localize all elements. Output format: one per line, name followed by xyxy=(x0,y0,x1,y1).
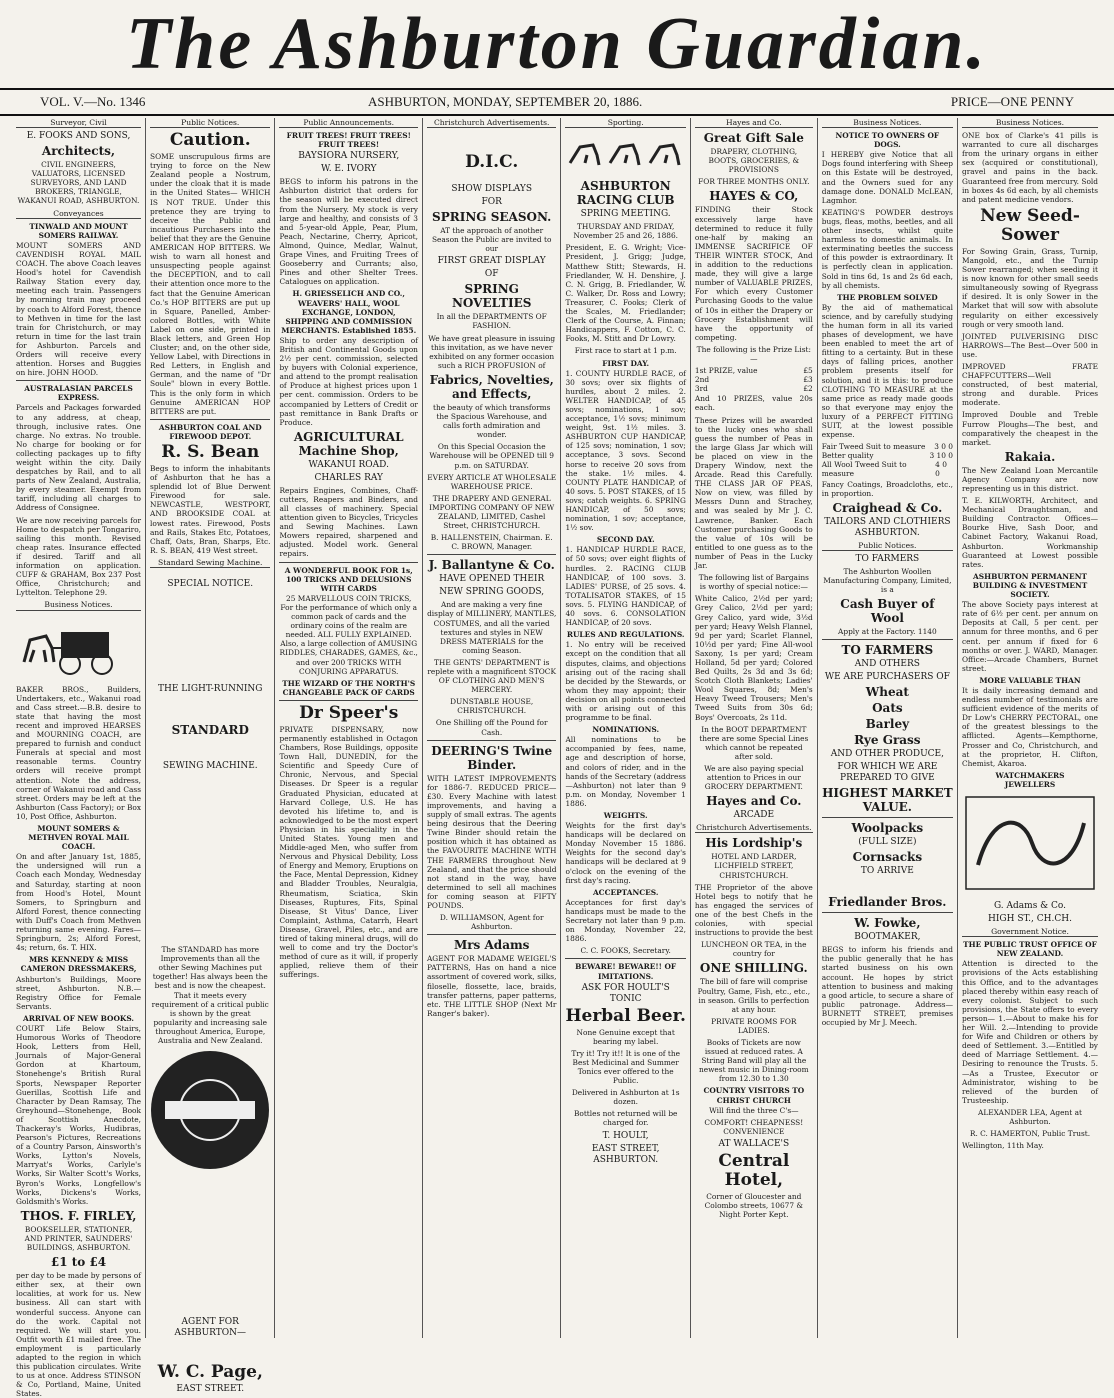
first-race: First race to start at 1 p.m. xyxy=(574,346,677,356)
prize-row xyxy=(695,375,813,384)
prize-row xyxy=(695,384,813,393)
spacer xyxy=(427,131,556,151)
price-label: Better quality xyxy=(821,451,874,461)
owners-title: NOTICE TO OWNERS OF DOGS. xyxy=(835,131,940,150)
price-row xyxy=(822,460,953,478)
divider xyxy=(822,817,953,818)
spacer xyxy=(150,1341,270,1361)
ploughs: Improved Double and Treble Furrow Ploughs—The best, and comparatively the cheapest in the market. xyxy=(962,410,1098,447)
opened-text: On this Special Occasion the Warehouse will be OPENED till 9 p.m. on SATURDAY. xyxy=(429,442,555,470)
of-label: OF xyxy=(484,269,499,280)
prize-value: £3 xyxy=(803,375,813,385)
beauty-text: the beauty of which transforms the Spacious Warehouse, and calls forth admiration and wonder. xyxy=(432,402,551,440)
column-2 xyxy=(146,118,275,1395)
price-label: Fair Tweed Suit to measure xyxy=(821,442,926,452)
section-heading: Hayes and Co. xyxy=(695,118,813,128)
genuine: None Genuine except that bearing my label. xyxy=(576,1027,675,1046)
bean-name: R. S. Bean xyxy=(161,442,260,462)
section-heading: Business Notices. xyxy=(962,118,1098,128)
column-1 xyxy=(12,118,146,1398)
price-value: 3 0 0 xyxy=(934,442,953,452)
club-officers: President, E. G. Wright; Vice-President, J. Grigg; Judge, Matthew Stitt; Stewards, H. Friedlander, W. H. Denshire, J. C. N. Grigg, B. Friedlander, W. C. Walker, Dr. Ross and Lowry; Treasurer, C. Fooks; Clerk of the Scales, M. Friedlander; Clerk of the Course, A. Finnan; Handicappers, F. Cotton, C. C. Fooks, M. Stitt and Dr Lowry. xyxy=(565,243,686,344)
jewellers: JEWELLERS xyxy=(1004,779,1056,789)
other-produce: AND OTHER PRODUCE, xyxy=(830,749,944,760)
second-day: SECOND DAY. xyxy=(596,535,655,545)
first-day: FIRST DAY. xyxy=(602,358,650,368)
dateline xyxy=(0,88,1114,116)
three-months: FOR THREE MONTHS ONLY. xyxy=(698,177,810,187)
solved-title: THE PROBLEM SOLVED xyxy=(837,292,938,302)
rules-body: 1. No entry will be received except on the condition that all disputes, claims, and objections arising out of the racing shall be decided by the Stewards, or whom they may appoint; their decision on all points connected with or arising out of this programme to be final. xyxy=(565,640,686,723)
delivered: Delivered in Ashburton at 1s dozen. xyxy=(571,1088,680,1107)
section-heading: Public Announcements. xyxy=(279,118,417,128)
volume-number: VOL. V.—No. 1346 xyxy=(40,94,146,109)
kilworth: T. E. KILWORTH, Architect, and Mechanical Draughtsman, and Building Contractor. Offices—Bourke Hive, Sash Door, and Cabinet Factory, Wakanui Road, Ashburton. Workmanship Guaranteed at Lowest possible rates. xyxy=(962,496,1098,569)
for-label: FOR xyxy=(481,197,502,208)
section-heading: Surveyor, Civil xyxy=(16,118,141,128)
divider xyxy=(427,934,556,935)
methven-body: On and after January 1st, 1885, the undersigned will run a Coach each Monday, Wednesday and Saturday, starting at noon from Hood's Hotel, Mount Somers, to Springburn and Alford Forest, thence connecting with Duff's Coach from Methven returning same evening. Fares—Springburn, 2s; Alford Forest, 4s; return, 6s. T. HIX. xyxy=(16,852,141,953)
kennedy-title: MRS KENNEDY & MISS CAMERON DRESSMAKERS, xyxy=(20,955,137,974)
light-running: THE LIGHT-RUNNING xyxy=(158,684,263,695)
fooks-title: Architects, xyxy=(41,144,116,159)
trust-agent: ALEXANDER LEA, Agent at Ashburton. xyxy=(978,1107,1082,1126)
cornsacks: Cornsacks xyxy=(852,850,923,865)
secretary: C. C. FOOKS, Secretary. xyxy=(580,946,671,956)
officers: B. HALLENSTEIN, Chairman. E. C. BROWN, Manager. xyxy=(430,533,553,552)
spacer xyxy=(150,592,270,682)
divider xyxy=(427,554,556,555)
to-arrive: TO ARRIVE xyxy=(860,866,914,877)
fooks-body: CIVIL ENGINEERS, VALUATORS, LICENSED SURVEYORS, AND LAND BROKERS, TRIANGLE, WAKANUI ROAD, ASHBURTON. xyxy=(17,160,140,206)
second-day-body: 1. HANDICAP HURDLE RACE, of 50 sovs; over eight flights of hurdles. 2. RACING CLUB HANDICAP, of 100 sovs. 3. LADIES' PURSE, of 25 sovs. 4. TOTALISATOR STAKES, of 15 sovs. 5. FLYING HANDICAP, of 40 sovs. 6. CONSOLATION HANDICAP, of 20 sovs. xyxy=(565,545,686,628)
waltham-watches-logo xyxy=(151,1051,269,1169)
highest-value: HIGHEST MARKET VALUE. xyxy=(822,786,953,815)
and-others: AND OTHERS xyxy=(854,659,920,670)
purchasers: WE ARE PURCHASERS OF xyxy=(824,672,950,683)
hoult-name: T. HOULT, xyxy=(602,1130,649,1141)
section-heading: Conveyances xyxy=(16,209,141,219)
special-notice: SPECIAL NOTICE. xyxy=(167,579,254,590)
fruit-trees-title: FRUIT TREES! FRUIT TREES! FRUIT TREES! xyxy=(286,131,411,150)
race-dates: THURSDAY AND FRIDAY, November 25 and 26, 1886. xyxy=(573,222,679,241)
divider xyxy=(565,958,685,959)
new-spring-goods: NEW SPRING GOODS, xyxy=(439,587,545,598)
standard-title: STANDARD xyxy=(171,723,249,738)
every-article: EVERY ARTICLE AT WHOLESALE WAREHOUSE PRICE. xyxy=(427,472,557,491)
acceptances-body: Acceptances for first day's handicaps must be made to the Secretary not later than 9 p.m. on Monday, November 22, 1886. xyxy=(565,897,686,944)
luncheon: LUNCHEON OR TEA, in the country for xyxy=(701,940,807,959)
spring-meeting: SPRING MEETING. xyxy=(580,209,671,220)
fooks-name: E. FOOKS AND SONS, xyxy=(26,131,131,142)
section-heading: Public Notices. xyxy=(150,118,270,128)
dunstable-house: DUNSTABLE HOUSE, CHRISTCHURCH. xyxy=(450,697,534,716)
column-3 xyxy=(275,118,422,1338)
section-heading: Government Notice. xyxy=(962,927,1098,937)
books-title: ARRIVAL OF NEW BOOKS. xyxy=(23,1013,134,1023)
millinery-text: And are making a very fine display of MILLINERY, MANTLES, COSTUMES, and all the varied textures and styles in NEW DRESS MATERIALS for the coming Season. xyxy=(427,600,557,655)
hotel-corner: Corner of Gloucester and Colombo streets, 10677 & Night Porter Kept. xyxy=(704,1191,804,1220)
spacer xyxy=(150,739,270,759)
tinwald-title: TINWALD AND MOUNT SOMERS RAILWAY. xyxy=(29,221,128,240)
column-6 xyxy=(691,118,818,1338)
tinwald-body: MOUNT SOMERS AND CAVENDISH ROYAL MAIL COACH. The above Coach leaves Hood's hotel for Cavendish Railway Station every day, meeting each train. Passengers by morning train may proceed by coach to Alford Forest, thence to Methven in time for the last train for Christchurch, or may return in time for the last train for Ashburton. Parcels and Orders will receive every attention. Horses and Buggies on hire. JOHN HOOD. xyxy=(16,240,141,378)
coach-illustration xyxy=(16,618,141,678)
express-foot: We are now receiving parcels for Home to despatch per Tongariro, sailing this month. Revised cheap rates. Insurance effected if desired. Tariff and all information on application. CUFF & GRAHAM, Box 237 Post Office, Christchurch; and Lyttelton. Telephone 29. xyxy=(16,515,141,598)
prize-tail: And 10 PRIZES, value 20s each. xyxy=(694,394,813,413)
fowke-body: BEGS to inform his friends and the public generally that he has started business on his own account. He hopes by strict attention to business and making a good article, to secure a share of public patronage. Address—BURNETT STREET, premises occupied by Mr J. Meech. xyxy=(821,945,953,1027)
bottles: Bottles not returned will be charged for. xyxy=(573,1109,678,1128)
trust-body: Attention is directed to the provisions of the Acts establishing this Office, and to the advantages placed thereby within easy reach of every colonist. Subject to such provisions, the State offers to every person— 1.—About to make his for her Will. 2.—Intending to provide for Wife and Children or others by deed of Settlement. 3.—Entitled by deed of Marriage Settlement. 4.—Desiring to renounce the Trusts. 5.—As a Trustee, Executor or Administrator, wishing to be relieved of the burden of Trusteeship. xyxy=(962,959,1098,1105)
column-5 xyxy=(561,118,690,1338)
hayes-signoff: Hayes and Co. xyxy=(706,794,802,809)
ivory-body: BEGS to inform his patrons in the Ashburton district that orders for the season will be executed direct from the Nursery. My stock is very large and healthy, and consists of 3 and 5-year-old Apple, Pear, Plum, Peach, Nectarine, Cherry, Apricot, Almond, Quince, Medlar, Walnut, Grape Vines, and Fruiting Trees of Gooseberry and Currants; also, Pines and other Shelter Trees. Catalogues on application. xyxy=(279,177,418,287)
grocery-dept: We are also paying special attention to Prices in our GROCERY DEPARTMENT. xyxy=(704,764,804,792)
column-4 xyxy=(423,118,561,1338)
express-title: AUSTRALASIAN PARCELS EXPRESS. xyxy=(24,384,133,403)
spacer xyxy=(150,1175,270,1315)
bargains-intro: The following list of Bargains is worthy of special notice:— xyxy=(698,573,809,592)
section-heading: Business Notices. xyxy=(822,118,953,128)
wizard-title: THE WIZARD OF THE NORTH'S CHANGEABLE PACK OF CARDS xyxy=(282,678,416,697)
nominations-body: All nominations to be accompanied by fees, name, age and description of horse, and colors of rider, and in the hands of the Secretary (address—Ashburton) not later than 9 p.m. on Monday, November 1 1886. xyxy=(565,735,686,808)
machine-shop-title: AGRICULTURAL Machine Shop, xyxy=(293,429,404,458)
seed-sower: New Seed-Sower xyxy=(980,205,1080,245)
barley: Barley xyxy=(865,717,910,732)
price-row xyxy=(822,442,953,451)
country-visitors: COUNTRY VISITORS TO CHRIST CHURCH xyxy=(703,1086,805,1105)
ask-for: ASK FOR HOULT'S TONIC xyxy=(581,982,670,1004)
to-farmers: TO FARMERS xyxy=(841,643,934,658)
adams-title: Mrs Adams xyxy=(453,938,530,953)
gresch-name: H. GRIESSELICH AND CO., WEAVERS' HALL, WOOL EXCHANGE, LONDON, SHIPPING AND COMMISSION MERCHANTS. Established 1855. xyxy=(281,289,417,335)
society-body: The above Society pays interest at rate of 6½ per cent. per annum on Deposits at Call, 5 per cent. per annum for three months, and 6 per cent. per annum if fixed for 6 months or over. J. WARD, Manager. Office:—Arcade Chambers, Burnet street. xyxy=(962,600,1098,673)
departments: In all the DEPARTMENTS OF FASHION. xyxy=(436,312,547,331)
hoult-address: EAST STREET, ASHBURTON. xyxy=(591,1143,660,1165)
price-row xyxy=(822,451,953,460)
hayes-body: FINDING their Stock excessively large have determined to reduce it fully one-half by making an IMMENSE SACRIFICE OF THEIR WINTER STOCK, And in addition to the reductions made, they will give a large number of VALUABLE PRIZES, For which every Customer Purchasing Goods to the value of 10s in either the Drapery or Grocery Establishment will have the opportunity of competing. xyxy=(694,205,813,342)
spacer xyxy=(150,697,270,721)
deering-body: WITH LATEST IMPROVEMENTS for 1886-7. REDUCED PRICE—£30. Every Machine with latest improvements, and having a supply of small extras. The agents being desirous that the Deering Twine Binder should retain the position which it has obtained as the FAVOURITE MACHINE WITH THE FARMERS throughout New Zealand, and that the price should not stand in the way, have determined to sell all machines for coming season at FIFTY POUNDS. xyxy=(426,773,557,910)
issue-price: PRICE—ONE PENNY xyxy=(950,94,1074,109)
books-body: COURT Life Below Stairs, Humorous Works of Theodore Hook, Letters from Hell, Journals of Major-General Gordon at Khartoum, Stonehenge's British Rural Sports, Newspaper Reporter Guerillas, Scottish Life and Character by Dean Ramsay, The Greyhound—Stonehenge, Book of Scottish Anecdote, Thackeray's Works, Hudibras, Pearson's Pictures, Recreations of a Country Parson, Ainsworth's Works, Lytton's Novels, Marryat's Works, Carlyle's Works, Sir Walter Scott's Works, Byron's Works, Longfellow's Works, Dickens's Works, Goldsmith's Works. xyxy=(16,1023,141,1206)
caution-title: Caution. xyxy=(169,130,251,151)
show-displays: SHOW DISPLAYS xyxy=(451,184,533,195)
herbal-beer: Herbal Beer. xyxy=(565,1005,686,1026)
kennedy-body: Ashburton's Buildings, Moore street, Ashburton. N.B.—Registry Office for Female Servants. xyxy=(16,974,141,1011)
prize-head: The following is the Prize List:— xyxy=(696,344,811,363)
to-farmers-small: TO FARMERS xyxy=(855,553,920,564)
methven-title: MOUNT SOMERS & METHVEN ROYAL MAIL COACH. xyxy=(28,824,129,852)
keating-body: KEATING'S POWDER destroys bugs, fleas, moths, beetles, and all other insects, whilst quite harmless to domestic animals. In exterminating beetles the success of this powder is extraordinary. It is perfectly clean in application. Sold in tins 6d, 1s and 2s 6d each, by all chemists. xyxy=(821,207,953,290)
weights-body: Weights for the first day's handicaps will be declared on Monday November 15 1886. Weights for the second day's handicaps will be declared at 9 o'clock on the evening of the first day's racing. xyxy=(565,821,686,885)
nursery-name: BAYSIORA NURSERY, xyxy=(298,151,400,162)
baker-body: BAKER BROS., Builders, Undertakers, etc., Wakanui road and Cass street.—B.B. desire to state that having the most recent and improved HEARSES and MOURNING COACH, are prepared to furnish and conduct Funerals at special and most reasonable terms. Country orders will receive prompt attention. Note the address, corner of Wakanui road and Cass street. Orders may be left at the Ashburton (Cass Factory); or Box 10, Post Office, Ashburton. xyxy=(16,684,141,821)
card-tricks: 100 TRICKS AND DELUSIONS WITH CARDS xyxy=(286,574,412,593)
divider xyxy=(279,700,417,701)
chaffcutters: IMPROVED FRATE CHAFFCUTTERS—Well constructed, of best material, strong and durable. Prices moderate. xyxy=(962,361,1098,408)
prize-body: These Prizes will be awarded to the lucky ones who shall guess the number of Peas in the large Glass Jar which will be placed on view in the Drapery Window, next the Arcade. Read this Carefully. THE CLASS JAR OF PEAS, Now on view, was filled by Messrs Dunn and Strachey, and was sealed by Mr J. C. Lawrence, Banker. Each Customer purchasing Goods to the value of 10s will be entitled to one guess as to the number of Peas in the Lucky Jar. xyxy=(694,415,813,571)
first-day-body: 1. COUNTY HURDLE RACE, of 30 sovs; over six flights of hurdles, about 2 miles. 2. WELTER HANDICAP, of 45 sovs; nominations, 1 sov; acceptance, 1½ sovs; minimum weight, 9st. 1½ miles. 3. ASHBURTON CUP HANDICAP, of 125 sovs; nomination, 1 sov; acceptance, 3 sovs. Second horse to receive 20 sovs from the stake. 1½ miles. 4. COUNTY PLATE HANDICAP, of 40 sovs. 5. POST STAKES, of 15 sovs; catch weights. 6. SPRING HANDICAP, of 50 sovs; nomination, 1 sov; acceptance, 1½ sov. xyxy=(565,368,686,533)
friedlander: Friedlander Bros. xyxy=(828,895,947,910)
loan-agency: The New Zealand Loan Mercantile Agency Company are now representing us in this district. xyxy=(962,465,1098,493)
trust-title: THE PUBLIC TRUST OFFICE OF NEW ZEALAND. xyxy=(963,940,1097,959)
prize-label: 3rd xyxy=(694,384,708,394)
arcade: ARCADE xyxy=(733,810,775,821)
sewing-machine: SEWING MACHINE. xyxy=(162,761,258,772)
section-heading: Christchurch Advertisements. xyxy=(427,118,556,128)
pulveriser: JOINTED PULVERISING DISC HARROWS—The Best—Over 500 in use. xyxy=(962,331,1098,359)
section-heading: Christchurch Advertisements. xyxy=(696,823,812,833)
hotel-body: THE Proprietor of the above Hotel begs to notify that he has engaged the services of one of the best Chefs in the colonies, with special instructions to provide the best xyxy=(694,882,813,938)
price-value: 4 0 0 xyxy=(935,460,947,479)
divider xyxy=(16,380,141,381)
prize-value: £2 xyxy=(803,384,813,394)
solved-body: By the aid of mathematical science, and by carefully studying the human form in all its varied phases of development, we have been enabled to meet the art of fitting to a certainty. But in these days of falling prices, another problem presents itself for solution, and it is this: to produce CLOTHING TO MEASURE at the same price as ready made goods so that everyone may enjoy the luxury of a PERFECT FITTING SUIT, at the lowest possible expense. xyxy=(821,302,953,440)
firley-name: THOS. F. FIRLEY, xyxy=(20,1208,137,1223)
price-value: 3 10 0 xyxy=(929,451,953,461)
spacer xyxy=(150,571,270,577)
clarke-body: ONE box of Clarke's 41 pills is warranted to cure all discharges from the urinary organs in either sex (acquired or constitutional), gravel and pains in the back. Guaranteed free from mercury. Sold in boxes 4s 6d each, by all chemists and patent medicine vendors. xyxy=(962,131,1098,204)
dic-title: D.I.C. xyxy=(465,152,519,173)
shilling-off: One Shilling off the Pound for Cash. xyxy=(435,718,548,737)
agent-name: W. C. Page, xyxy=(157,1362,263,1383)
prize-value: £5 xyxy=(803,366,813,376)
craighead-name: Craighead & Co. xyxy=(832,500,943,515)
racing-title: ASHBURTON RACING CLUB xyxy=(576,179,675,208)
section-heading: Public Notices. xyxy=(822,541,953,551)
agent-street: EAST STREET. xyxy=(176,1384,245,1395)
trust-date: Wellington, 11th May. xyxy=(962,1141,1044,1151)
gents-text: THE GENTS' DEPARTMENT is replete with a magnificent STOCK OF CLOTHING AND MEN'S MERCERY. xyxy=(427,657,556,695)
prize-label: 2nd xyxy=(694,375,710,385)
fowke-name: W. Fowke, xyxy=(854,916,921,931)
coal-title: ASHBURTON COAL AND FIREWOOD DEPOT. xyxy=(158,422,262,441)
bill-of-fare: The bill of fare will comprise Poultry, Game, Fish, etc., etc., in season. Grills to perfection at any hour. xyxy=(697,977,811,1014)
prize-row xyxy=(695,366,813,375)
string-band: Books of Tickets are now issued at reduced rates. A String Band will play all the newest music in Dining-room from 12.30 to 1.30 xyxy=(698,1037,809,1084)
speer-title: Dr Speer's xyxy=(299,702,399,723)
more-valuable: MORE VALUABLE THAN xyxy=(979,675,1081,685)
bootmaker: BOOTMAKER, xyxy=(854,932,921,943)
ray-body: Repairs Engines, Combines, Chaff-cutters, Reapers and Binders, and all classes of machinery. Special attention given to Bicycles, Tricycles and Sewing Machines. Lawn Mowers repaired, sharpened and adjusted. Model work. General repairs. xyxy=(279,485,418,559)
agent-title: AGENT FOR ASHBURTON— xyxy=(174,1317,247,1339)
woolpacks: Woolpacks xyxy=(851,821,924,836)
comfort: COMFORT! CHEAPNESS! CONVENIENCE xyxy=(704,1117,804,1136)
williamson: D. WILLIAMSON, Agent for Ashburton. xyxy=(439,913,544,932)
price-label: All Wool Tweed Suit to measure xyxy=(821,460,907,479)
standard-body: The STANDARD has more Improvements than all the other Sewing Machines put together! Has always been the best and is now the cheapest. That it meets every requirement of a critical public is shown by the great popularity and increasing sale throughout America, Europe, Australia and New Zealand. xyxy=(151,945,269,1045)
private-rooms: PRIVATE ROOMS FOR LADIES. xyxy=(711,1016,797,1035)
three-cs: Will find the three C's— xyxy=(709,1105,799,1115)
beware: BEWARE! BEWARE!! OF IMITATIONS. xyxy=(575,962,677,981)
acceptances: ACCEPTANCES. xyxy=(592,887,659,897)
prize-label: 1st PRIZE, value xyxy=(694,366,758,376)
rules: RULES AND REGULATIONS. xyxy=(566,630,685,640)
ivory-name: W. E. IVORY xyxy=(321,164,377,175)
opened-their: HAVE OPENED THEIR xyxy=(439,574,545,585)
column-8 xyxy=(958,118,1102,1338)
boot-dept: In the BOOT DEPARTMENT there are some Special Lines which cannot be repeated after sold. xyxy=(699,724,809,761)
owners-body: I HEREBY give Notice that all Dogs found interfering with Sheep on this Estate will be destroyed, and the Owners sued for any damage done. DONALD McLEAN, Lagmhor. xyxy=(821,150,953,205)
ray-name: CHARLES RAY xyxy=(314,472,383,483)
trust-officer: R. C. HAMERTON, Public Trust. xyxy=(969,1129,1091,1139)
spacer xyxy=(822,879,953,893)
masthead xyxy=(0,0,1114,88)
hotel-name: HOTEL AND LARDER, LICHFIELD STREET, CHRISTCHURCH. xyxy=(711,852,797,880)
waltham-emblem xyxy=(151,1051,269,1169)
express-body: Parcels and Packages forwarded to any address, at cheap, through, inclusive rates. One charge. No extras. No trouble. No charge for booking or for collecting packages up to fifty weight within the city. Daily despatches by Rail, and to all parts of New Zealand, Australia, by every steamer. Exempt from tariff, including all charges to Address of Consignee. xyxy=(16,403,141,513)
fancy-coatings: Fancy Coatings, Broadcloths, etc., in proportion. xyxy=(821,479,953,498)
full-size: (FULL SIZE) xyxy=(858,837,917,848)
spring-season: SPRING SEASON. xyxy=(432,210,552,225)
try-it: Try it! Try it!! It is one of the Best Medicinal and Summer Tonics ever offered to the Public. xyxy=(571,1048,680,1086)
pleasure-text: We have great pleasure in issuing this invitation, as we have never exhibited on any former occasion such a RICH PROFUSION of xyxy=(428,333,556,370)
hayes-name: HAYES & CO, xyxy=(709,189,799,204)
watchmakers: WATCHMAKERS xyxy=(995,770,1065,780)
machine-shop-road: WAKANUI ROAD. xyxy=(308,459,389,470)
goods: DRAPERY, CLOTHING, BOOTS, GROCERIES, & PROVISIONS xyxy=(708,147,800,175)
lordship-title: His Lordship's xyxy=(705,836,803,851)
woollen-company: The Ashburton Woollen Manufacturing Company, Limited, is a xyxy=(823,566,952,595)
bargain-list: White Calico, 2½d per yard; Grey Calico, 2½d per yard; Grey Calico, yard wide, 3½d per yard; Heavy Welsh Flannel, 9d per yard; Scarlet Flannel, 10½d per yard; Fine All-wool Saxony, 1s per yard; Cream Holland, 5d per yard; Colored Bed Quilts, 2s 3d and 3s 6d; Scotch Cloth Blankets; Ladies' Wool Squares, 8d; Men's Heavy Tweed Trousers; Men's Tweed Suits from 30s 6d; Boys' Overcoats, 2s 11d. xyxy=(694,594,813,722)
ballantyne-title: J. Ballantyne & Co. xyxy=(428,558,555,573)
earn-title: £1 to £4 xyxy=(50,1255,107,1270)
divider xyxy=(822,912,953,913)
divider xyxy=(279,562,417,563)
section-heading: Business Notices. xyxy=(16,600,141,610)
newspaper-title: The Ashburton Guardian. xyxy=(125,3,989,85)
section-heading: Standard Sewing Machine. xyxy=(150,558,270,568)
fabrics-title: Fabrics, Novelties, and Effects, xyxy=(429,372,554,401)
at-wallaces: AT WALLACE'S xyxy=(718,1138,790,1149)
weights: WEIGHTS. xyxy=(603,811,648,820)
divider xyxy=(822,639,953,640)
oats: Oats xyxy=(872,701,903,716)
divider xyxy=(427,740,556,741)
divider xyxy=(150,419,270,420)
first-display: FIRST GREAT DISPLAY xyxy=(437,256,546,267)
spring-novelties: SPRING NOVELTIES xyxy=(451,282,532,311)
issue-date: ASHBURTON, MONDAY, SEPTEMBER 20, 1886. xyxy=(368,94,643,109)
apply-factory: Apply at the Factory. 1140 xyxy=(838,627,937,637)
cash-buyer: Cash Buyer of Wool xyxy=(840,597,935,626)
adams-name: G. Adams & Co. xyxy=(993,901,1067,912)
rakaia: Rakaia. xyxy=(1004,449,1056,464)
gift-sale: Great Gift Sale xyxy=(703,131,804,146)
pectoral-body: It is daily increasing demand and endless number of testimonials are sufficient evidence of the merits of Dr Low's CHERRY PECTORAL, one of the greatest blessings to the afflicted. Agents—Kempthorne, Prosser and Co, Christchurch, and at the proprietor, H. Clifton, Chemist, Akaroa. xyxy=(962,685,1098,768)
bean-body: Begs to inform the inhabitants of Ashburton that he has a splendid lot of Blue Derwent Firewood for sale. NEWCASTLE, WESTPORT, AND BROOKSIDE COAL at lowest rates. Firewood, Posts and Rails, Stakes Etc, Potatoes, Chaff, Oats, Bran, Sharps, Etc. R. S. BEAN, 419 West street. xyxy=(150,464,271,555)
tricks-body: 25 MARVELLOUS COIN TRICKS, For the performance of which only a common pack of cards and the ordinary coins of the realm are needed. ALL FULLY EXPLAINED. Also, a large collection of AMUSING RIDDLES, CHARADES, GAMES, &c., and over 200 TRICKS WITH CONJURING APPARATUS. xyxy=(279,593,418,676)
wheat: Wheat xyxy=(865,685,909,700)
section-heading: Sporting. xyxy=(565,118,685,128)
earn-body: per day to be made by persons of either sex, at their own localities, at work for us. New business. All can start with wonderful success. Anyone can do the work. Capital not required. We will start you. Outfit worth £1 mailed free. The employment is particularly adapted to the region in which this publication circulates. Write to us at once. Address STINSON & Co, Portland, Maine, United States. xyxy=(16,1271,141,1398)
columns xyxy=(12,118,1102,1398)
firley-body: BOOKSELLER, STATIONER, AND PRINTER, SAUNDERS' BUILDINGS, ASHBURTON. xyxy=(24,1224,133,1253)
one-shilling: ONE SHILLING. xyxy=(699,961,808,976)
nominations: NOMINATIONS. xyxy=(592,725,660,735)
prepared: FOR WHICH WE ARE PREPARED TO GIVE xyxy=(837,762,938,784)
speer-body: PRIVATE DISPENSARY, now permanently established in Octagon Chambers, Rose Buildings, opposite Town Hall, DUNEDIN, for the Scientific and Speedy Cure of Chronic, Nervous, and Special Diseases. Dr Speer is a regular Graduated Physician, educated at Harvard College, U.S. He has devoted his lifetime to, and is acknowledged to be the most expert Physician in his speciality in the United States. Young men and Middle-aged Men, who suffer from Nervous and Physical Debility, Loss of Energy and Memory, Eruptions on the Face, Mental Depression, Kidney and Bladder Troubles, Neuralgia, Rheumatism, Sciatica, Skin Diseases, Ruptures, Fits, Spinal Disease, St Vitus' Dance, Liver Complaint, Asthma, Catarrh, Heart Disease, Gravel, Piles, etc., and are tired of taking mineral drugs, will do well to come and try the Doctor's method of cure as it will, if properly applied, relieve them of their sufferings. xyxy=(279,724,418,980)
central-hotel: Central Hotel, xyxy=(718,1150,790,1190)
adams-address: HIGH ST., CH.CH. xyxy=(988,914,1072,925)
approach-text: AT the approach of another Season the Public are invited to our xyxy=(431,226,552,254)
building-society: ASHBURTON PERMANENT BUILDING & INVESTMENT SOCIETY. xyxy=(972,571,1088,600)
wonderful-book: A WONDERFUL BOOK FOR 1s, xyxy=(284,565,413,575)
adams-body: AGENT FOR MADAME WEIGEL'S PATTERNS, Has on hand a nice assortment of covered work, silks, filoselle, flossette, lace, braids, transfer patterns, paper patterns, etc. THE LITTLE SHOP (Next Mr Ranger's baker). xyxy=(426,954,557,1018)
column-7 xyxy=(818,118,958,1338)
caution-body: SOME unscrupulous firms are trying to force on the New Zealand people a Nostrum, under the cloak that it is made in the United States— WHICH IS NOT TRUE. Under this pretence they are trying to deceive the Public and incautious Purchasers into the belief that they are the Genuine AMERICAN HOP BITTERS. We wish to warn all honest and unsuspecting people against the DECEPTION, and to call their attention once more to the fact that the Genuine American Co.'s HOP BITTERS are put up in Square, Panelled, Amber-colored Bottles, with White Label on one side, printed in Black letters, and Green Hop Cluster; and, on the other side, Yellow Label, with Directions in Red Letters, in English and German, and the name of "Dr Soule" blown in every Bottle. This is the only form in which Genuine AMERICAN HOP BITTERS are put. xyxy=(150,152,271,416)
spacer xyxy=(427,174,556,182)
company-name: THE DRAPERY AND GENERAL IMPORTING COMPANY OF NEW ZEALAND, LIMITED, Cashel Street, CHRISTCHURCH. xyxy=(429,493,555,531)
spacer xyxy=(150,774,270,944)
deering-title: DEERING'S Twine Binder. xyxy=(431,743,553,772)
rye-grass: Rye Grass xyxy=(854,733,921,748)
adams-logo xyxy=(962,793,1098,893)
gresch-body: Ship to order any description of British and Continental Goods upon 2½ per cent. commission, selected by buyers with Colonial experience, and attend to the prompt realisation of Produce at highest prices upon 1 per cent. commission. Orders to be accompanied by Letters of Credit or past remittance in Bank Drafts or Produce. xyxy=(279,335,418,427)
sower-body: For Sowing Grain, Grass, Turnip, Mangold, etc., and the Turnip Sower rearranged; when seeding it is now known for other small seeds simultaneously sowing of Ryegrass if desired. It is only Sower in the Market that will sow with absolute regularity on either excessively rough or very smooth land. xyxy=(962,246,1098,329)
racing-horses-illustration xyxy=(565,133,685,173)
tailors: TAILORS AND CLOTHIERS ASHBURTON. xyxy=(824,516,951,538)
